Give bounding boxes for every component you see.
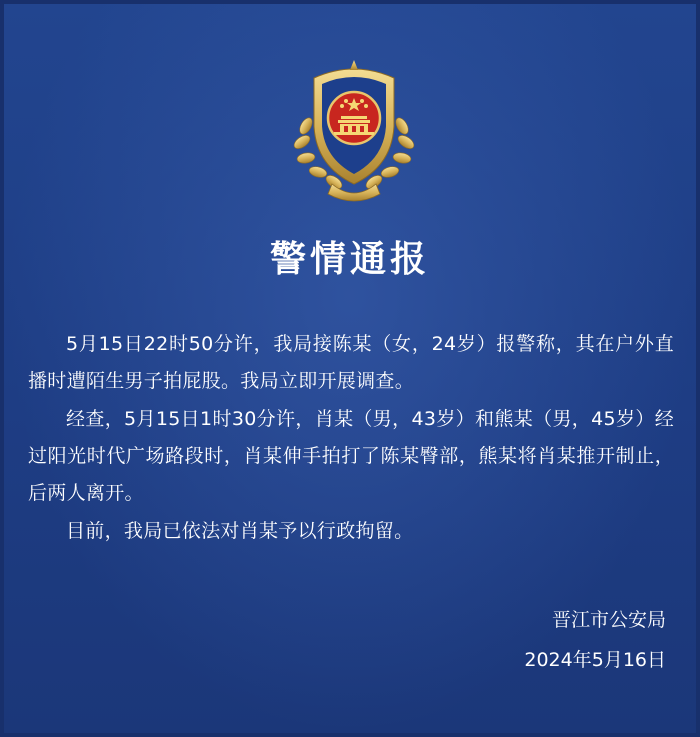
notice-title: 警情通报 (269, 239, 430, 280)
paragraph-result: 目前，我局已依法对肖某予以行政拘留。 (66, 520, 414, 542)
police-emblem-icon (284, 56, 424, 206)
notice-body (28, 326, 674, 551)
issuer-name: 晋江市公安局 (551, 609, 666, 631)
paragraph-report: 5月15日22时50分许，我局接陈某（女，24岁）报警称，其在户外直播时遭陌生男子拍屁股。我局立即开展调查。 (28, 333, 674, 392)
issue-date: 2024年5月16日 (524, 649, 666, 671)
signature-block (524, 600, 666, 680)
paragraph-investigation: 经查，5月15日1时30分许，肖某（男，43岁）和熊某（男，45岁）经过阳光时代广场路段时，肖某伸手拍打了陈某臀部，熊某将肖某推开制止，后两人离开。 (28, 408, 674, 504)
